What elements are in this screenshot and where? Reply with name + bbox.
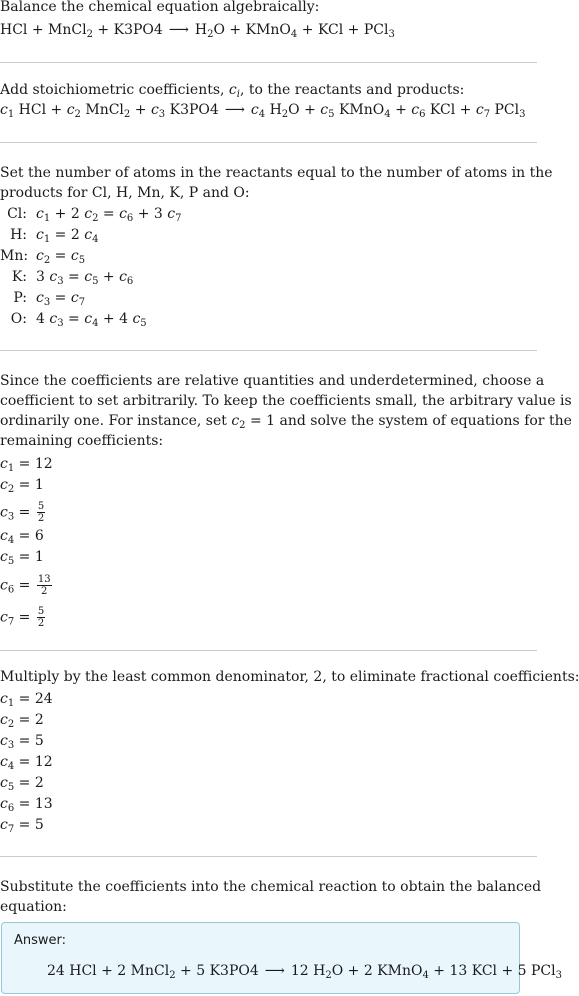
product-pcl3: PCl$_3$ — [363, 22, 395, 40]
product-kcl: KCl — [317, 22, 344, 38]
product-h2o: $H_2O$ — [194, 22, 225, 40]
solution-c7: $c_7$ = $\frac{5}{2}$ — [0, 606, 45, 629]
step4-line3: ordinarily one. For instance, set $c_2 = 1$ and solve the system of equations for the — [0, 413, 572, 431]
step6-intro-line1: Substitute the coefficients into the chemical reaction to obtain the balanced — [0, 879, 542, 895]
reactant-hcl: HCl — [0, 22, 28, 38]
scaled-c1: $c_1 = 24$ — [0, 691, 53, 709]
divider — [0, 62, 537, 63]
step4-line1: Since the coefficients are relative quantities and underdetermined, choose a — [0, 373, 545, 389]
step1-intro: Balance the chemical equation algebraically: — [0, 0, 320, 15]
product-kmno4: KMnO$_4$ — [245, 22, 298, 40]
reactant-k3po4: K3PO4 — [113, 22, 163, 38]
balanced-equation: 24 HCl + 2 MnCl$_2$ + 5 K3PO4 ⟶ 12 $H_2O + 2$ KMnO$_4$ + 13 KCl + 5 PCl$_3$ — [47, 963, 562, 981]
step5-intro: Multiply by the least common denominator, 2, to eliminate fractional coefficients: — [0, 669, 579, 685]
scaled-c5: $c_5 = 2$ — [0, 775, 44, 793]
step4-line4: remaining coefficients: — [0, 433, 164, 449]
unbalanced-equation: HCl + MnCl$_2$ + K3PO4 ⟶ $H_2O$ + KMnO$_4$ + KCl + PCl$_3$ — [0, 22, 395, 40]
scaled-c6: $c_6 = 13$ — [0, 796, 53, 814]
solution-c1: $c_1 = 12$ — [0, 456, 53, 474]
answer-label: Answer: — [14, 933, 67, 948]
step2-intro: Add stoichiometric coefficients, $c_i$, to the reactants and products: — [0, 82, 465, 100]
coefficient-equation: $c_1$ HCl + $c_2$ MnCl$_2$ + $c_3$ K3PO4 ⟶ $c_4$ $H_2O + c_5$ KMnO$_4$ + $c_6$ KCl + $c_7$ PCl$_3$ — [0, 102, 526, 120]
solution-c5: $c_5 = 1$ — [0, 549, 44, 567]
solution-c3: $c_3$ = $\frac{5}{2}$ — [0, 501, 45, 524]
step3-intro-line1: Set the number of atoms in the reactants equal to the number of atoms in the — [0, 165, 553, 181]
solution-c2: $c_2 = 1$ — [0, 477, 44, 495]
divider — [0, 856, 537, 857]
divider — [0, 142, 537, 143]
step4-line2: coefficient to set arbitrarily. To keep the coefficients small, the arbitrary value is — [0, 393, 572, 409]
scaled-c7: $c_7 = 5$ — [0, 817, 44, 835]
divider — [0, 350, 537, 351]
scaled-c2: $c_2 = 2$ — [0, 712, 44, 730]
scaled-c4: $c_4 = 12$ — [0, 754, 53, 772]
divider — [0, 650, 537, 651]
step6-intro-line2: equation: — [0, 899, 67, 915]
scaled-c3: $c_3 = 5$ — [0, 733, 44, 751]
step3-intro-line2: products for Cl, H, Mn, K, P and O: — [0, 185, 250, 201]
answer-box — [1, 922, 562, 994]
reactant-mncl2: MnCl$_2$ — [48, 22, 93, 40]
solution-c6: $c_6$ = $\frac{13}{2}$ — [0, 574, 51, 597]
solution-c4: $c_4 = 6$ — [0, 528, 44, 546]
